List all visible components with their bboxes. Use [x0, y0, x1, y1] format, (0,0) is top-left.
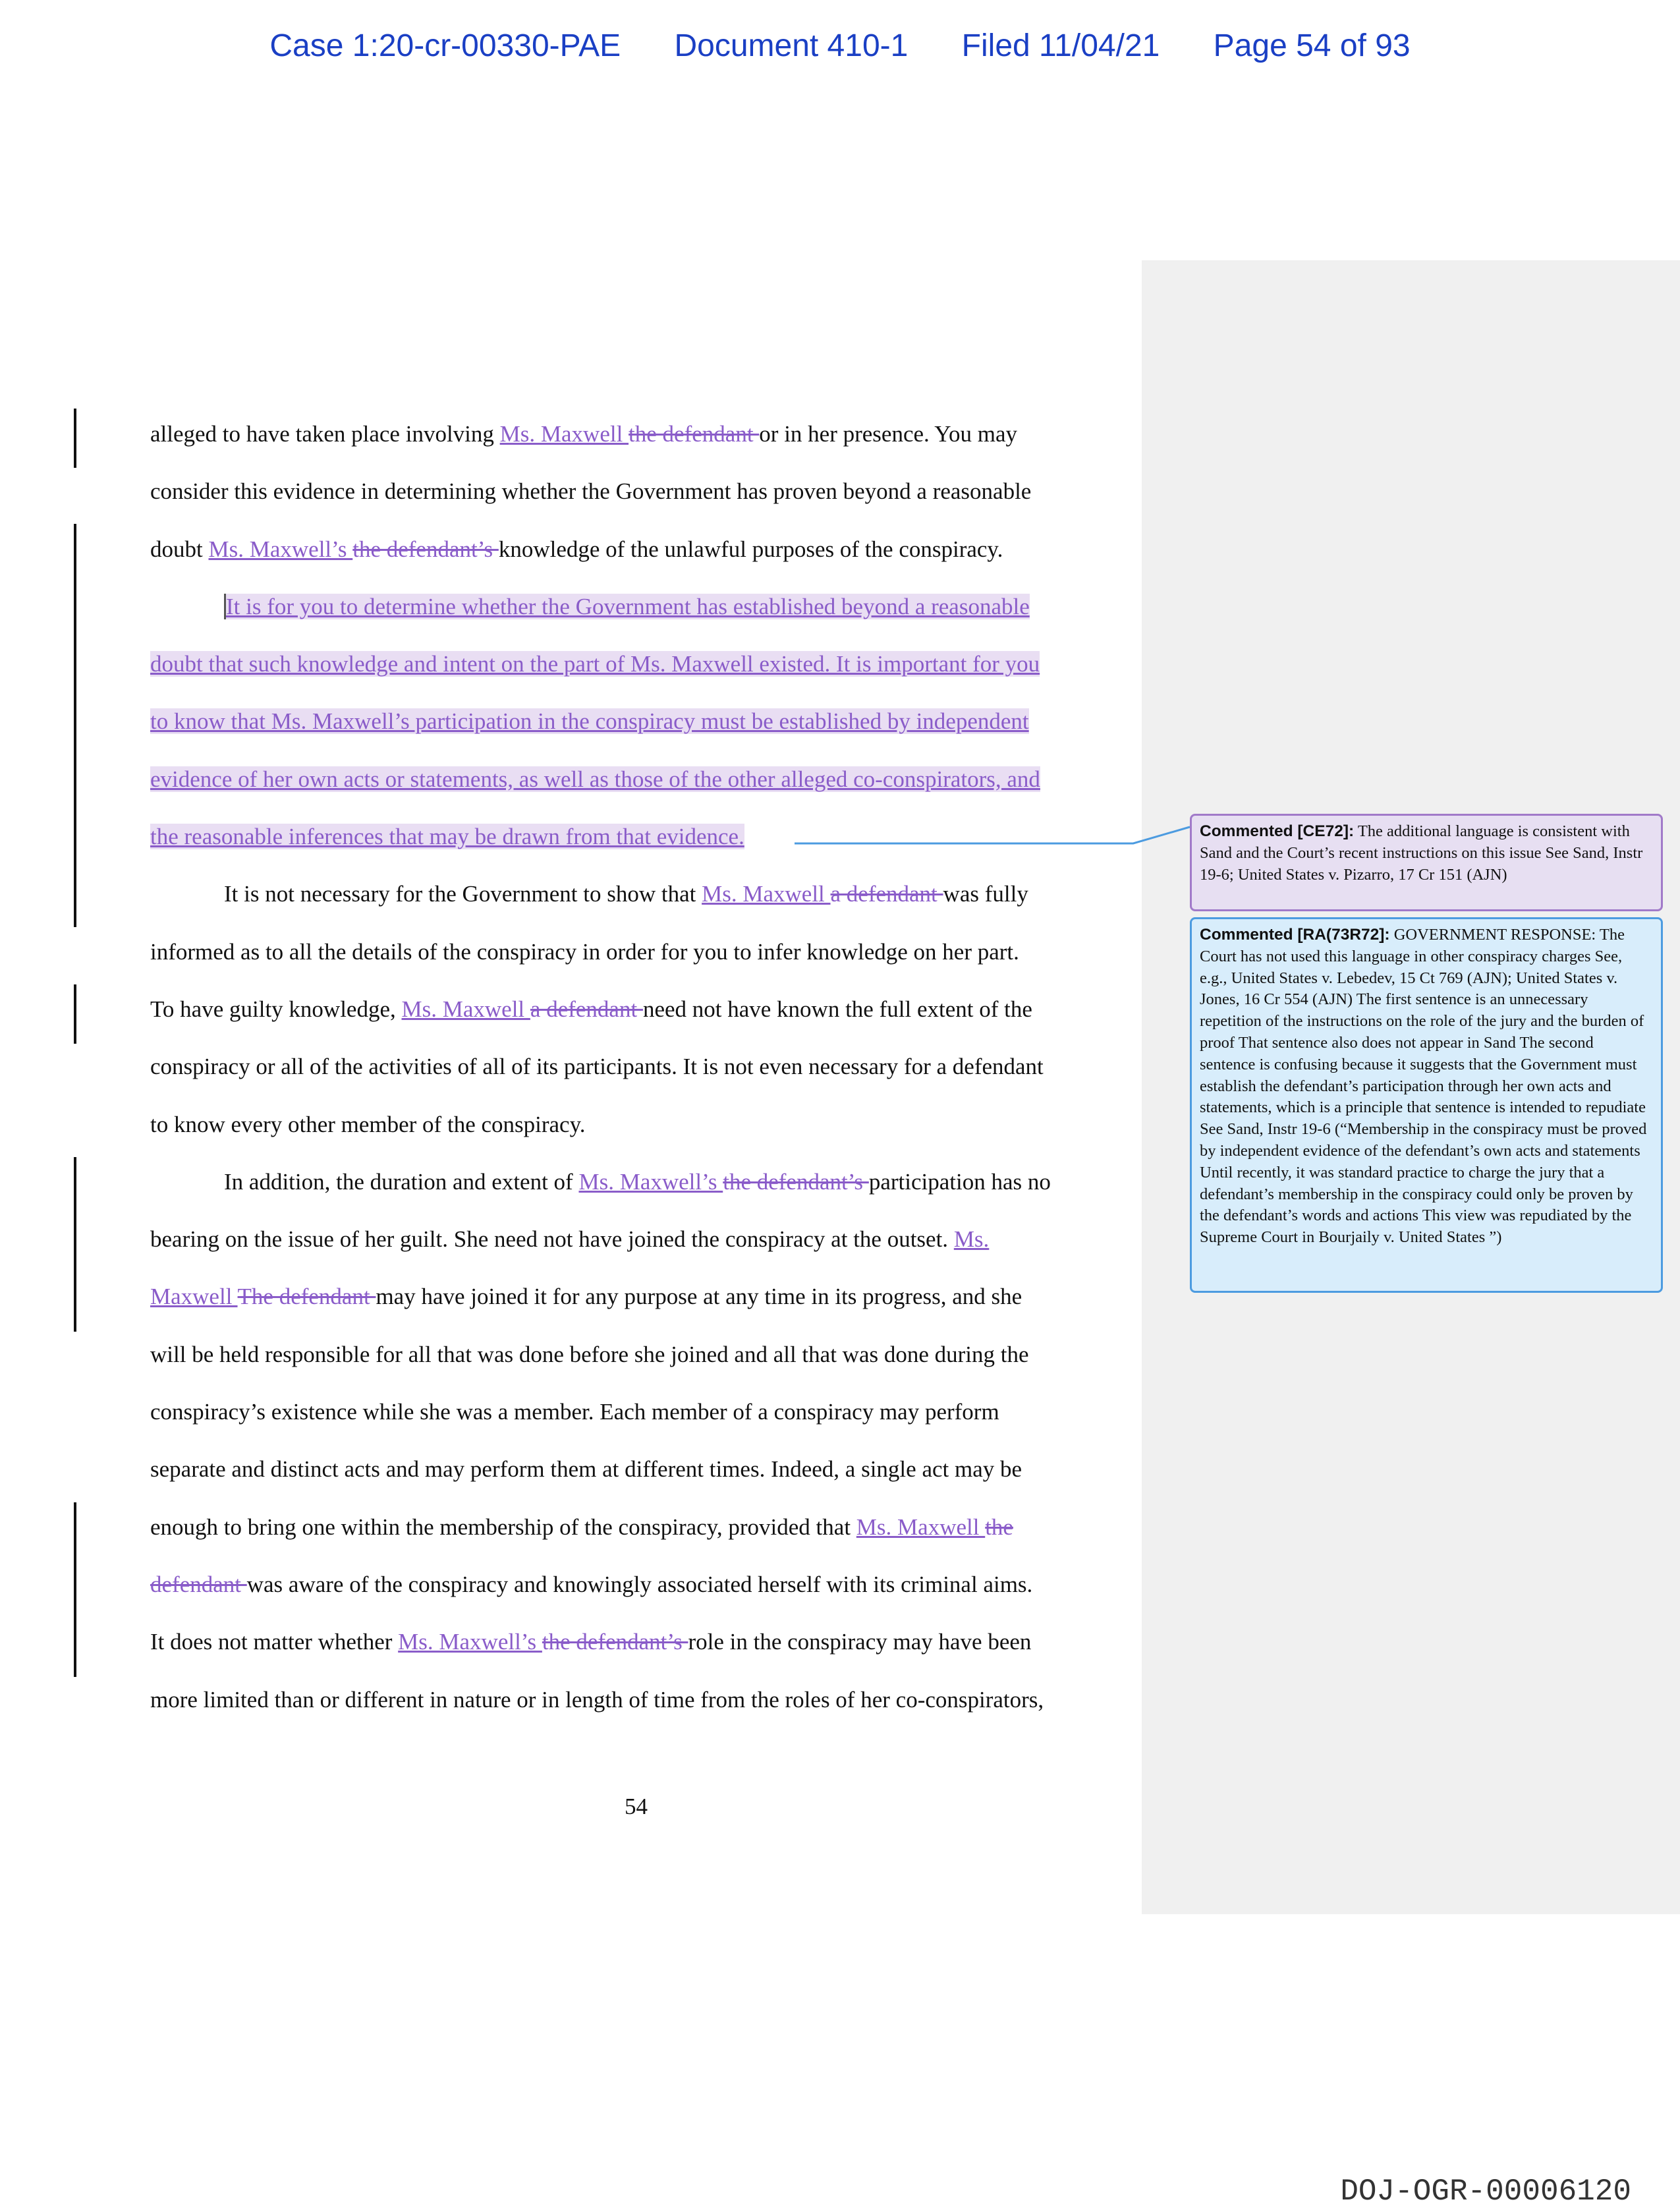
- body-text: knowledge of the unlawful purposes of the conspiracy.: [498, 536, 1003, 562]
- body-text: was fully: [943, 881, 1028, 907]
- inserted-text: Ms. Maxwell: [401, 996, 530, 1022]
- deleted-text: the defendant: [629, 421, 760, 447]
- commented-inserted-text: evidence of her own acts or statements, as well as those of the other alleged co-conspirators, and: [150, 766, 1040, 792]
- body-text: may have joined it for any purpose at any time in its progress, and she: [376, 1284, 1022, 1310]
- comment-ra73r72[interactable]: [1190, 917, 1663, 1293]
- inserted-text: Ms. Maxwell’s: [398, 1629, 542, 1655]
- body-text: participation has no: [868, 1168, 1051, 1195]
- body-text: alleged to have taken place involving: [150, 421, 500, 447]
- deleted-text: a defendant: [830, 881, 943, 907]
- body-text: need not have known the full extent of the: [642, 996, 1032, 1022]
- deleted-text: the: [985, 1514, 1013, 1540]
- body-text: It is not necessary for the Government to show that: [224, 881, 702, 907]
- deleted-text: defendant: [150, 1571, 247, 1597]
- body-text: In addition, the duration and extent of: [224, 1168, 579, 1195]
- comment-text: The additional language is consistent with Sand and the Court’s recent instructions on this issue See Sand, Instr 19-6; United States v. Pizarro, 17 Cr 151 (AJN): [1200, 822, 1643, 884]
- body-text: more limited than or different in nature or in length of time from the roles of her co-conspirators,: [150, 1686, 1044, 1713]
- inserted-text: Ms. Maxwell’s: [578, 1168, 723, 1195]
- deleted-text: The defendant: [237, 1284, 376, 1310]
- page-count: Page 54 of 93: [1213, 28, 1411, 63]
- body-text: enough to bring one within the membership of the conspiracy, provided that: [150, 1514, 856, 1540]
- body-text: doubt: [150, 536, 209, 562]
- deleted-text: a defendant: [530, 996, 643, 1022]
- case-number: Case 1:20-cr-00330-PAE: [269, 28, 621, 63]
- deleted-text: the defendant’s: [352, 536, 499, 562]
- inserted-text: Ms. Maxwell’s: [208, 536, 353, 562]
- inserted-text: Ms.: [953, 1226, 990, 1253]
- page-number: 54: [625, 1794, 648, 1819]
- document-number: Document 410-1: [674, 28, 909, 63]
- inserted-text: Ms. Maxwell: [702, 881, 831, 907]
- commented-inserted-text: the reasonable inferences that may be drawn from that evidence.: [150, 824, 744, 850]
- body-text: consider this evidence in determining whether the Government has proven beyond a reasonable: [150, 478, 1032, 505]
- body-text: was aware of the conspiracy and knowingly associated herself with its criminal aims.: [246, 1571, 1033, 1597]
- body-text: conspiracy or all of the activities of all of its participants. It is not even necessary for a defendant: [150, 1054, 1044, 1080]
- body-text: to know every other member of the conspiracy.: [150, 1111, 586, 1137]
- body-text: role in the conspiracy may have been: [688, 1629, 1032, 1655]
- doc-id: DOJ-OGR-00006120: [1340, 2174, 1631, 2209]
- comment-ce72[interactable]: [1190, 814, 1663, 911]
- deleted-text: the defendant’s: [542, 1629, 688, 1655]
- inserted-text: Ms. Maxwell: [856, 1514, 986, 1540]
- commented-inserted-text: to know that Ms. Maxwell’s participation in the conspiracy must be established by independent: [150, 708, 1029, 735]
- inserted-text: Maxwell: [150, 1284, 238, 1310]
- body-text: bearing on the issue of her guilt. She need not have joined the conspiracy at the outset.: [150, 1226, 954, 1253]
- body-text: To have guilty knowledge,: [150, 996, 402, 1022]
- body-text: will be held responsible for all that was done before she joined and all that was done during the: [150, 1341, 1029, 1367]
- commented-inserted-text: doubt that such knowledge and intent on the part of Ms. Maxwell existed. It is important for you: [150, 651, 1040, 677]
- filed-date: Filed 11/04/21: [961, 28, 1160, 63]
- body-text: informed as to all the details of the conspiracy in order for you to infer knowledge on her part.: [150, 938, 1019, 965]
- commented-inserted-text: It is for you to determine whether the Government has established beyond a reasonable: [224, 594, 1030, 619]
- body-text: It does not matter whether: [150, 1629, 399, 1655]
- body-text: conspiracy’s existence while she was a member. Each member of a conspiracy may perform: [150, 1399, 999, 1425]
- deleted-text: the defendant’s: [723, 1168, 869, 1195]
- inserted-text: Ms. Maxwell: [499, 421, 629, 447]
- body-text: or in her presence. You may: [759, 421, 1018, 447]
- comment-author: Commented [CE72]:: [1200, 822, 1355, 840]
- body-text: separate and distinct acts and may perform them at different times. Indeed, a single act may be: [150, 1456, 1022, 1483]
- comment-text: GOVERNMENT RESPONSE: The Court has not used this language in other conspiracy charges See, e.g., United States v. Lebedev, 15 Ct 769 (AJN); United States v. Jones, 16 Cr 554 (AJN) The first sentence is an unnecessary repetition of the instructions on the role of the jury and the burden of proof That sentence also does not appear in Sand The second sentence is confusing because it suggests that the Government must establish the defendant’s participation through her own acts and statements, which is a principle that sentence is intended to repudiate See Sand, Instr 19-6 (“Membership in the conspiracy must be proved by independent evidence of the defendant’s own acts and statements Until recently, it was standard practice to charge the jury that a defendant’s membership in the conspiracy could only be proven by the defendant’s words and actions This view was repudiated by the Supreme Court in Bourjaily v. United States ”): [1200, 926, 1647, 1247]
- comment-author: Commented [RA(73R72]:: [1200, 926, 1390, 944]
